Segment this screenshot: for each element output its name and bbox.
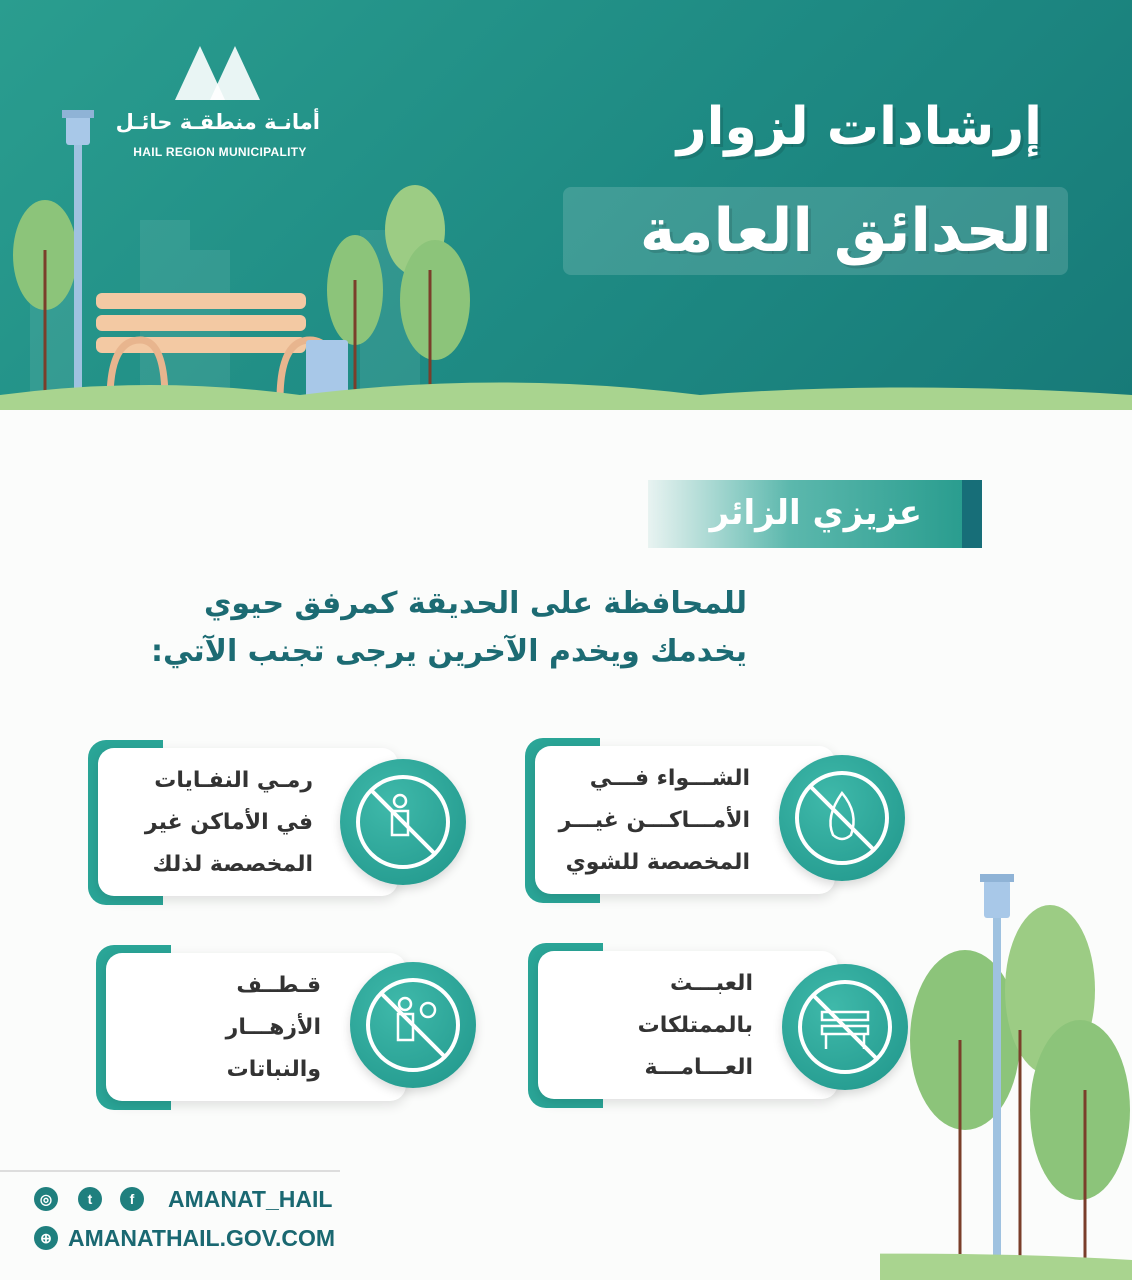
card-text-line: رمـي النفـايات	[154, 768, 313, 793]
municipality-logo	[115, 40, 320, 170]
card-text-line: في الأماكن غير	[144, 810, 313, 835]
intro-line: للمحافظة على الحديقة كمرفق حيوي	[203, 586, 747, 621]
card-text-line: قـطــف	[236, 973, 321, 998]
logo-name-english: HAIL REGION MUNICIPALITY	[133, 145, 307, 159]
card-text-line: بالممتلكات	[637, 1013, 753, 1038]
card-text	[145, 760, 313, 886]
card-text-line: الأزهـــار	[225, 1015, 321, 1040]
section-label	[648, 480, 982, 548]
section-label-text: عزيزي الزائر	[709, 493, 922, 533]
social-handle[interactable]: AMANAT_HAIL	[168, 1186, 333, 1212]
instagram-icon[interactable]: ◎	[34, 1187, 58, 1211]
logo-triangles-icon	[175, 40, 265, 102]
page-title-line1: إرشادات لزوار	[676, 97, 1042, 157]
no-picking-flowers-icon	[350, 962, 476, 1088]
website-link[interactable]: AMANATHAIL.GOV.COM	[68, 1225, 336, 1251]
card-text	[559, 758, 750, 884]
logo-name-arabic: أمانـة منطقـة حائـل	[115, 110, 320, 134]
card-text	[638, 963, 753, 1089]
card-text-line: الشـــواء فـــي	[589, 766, 750, 791]
card-text-line: المخصصة لذلك	[152, 852, 313, 877]
facebook-icon[interactable]: f	[120, 1187, 144, 1211]
globe-icon: ⊕	[34, 1226, 58, 1250]
card-text-line: والنباتات	[226, 1057, 321, 1082]
header-banner	[0, 0, 1132, 410]
card-text	[226, 965, 321, 1091]
trees-lamp-illustration	[880, 860, 1132, 1280]
intro-line: يخدمك ويخدم الآخرين يرجى تجنب الآتي:	[151, 634, 747, 669]
twitter-icon[interactable]: t	[78, 1187, 102, 1211]
card-text-line: المخصصة للشوي	[565, 850, 750, 875]
no-littering-icon	[340, 759, 466, 885]
card-text-line: الأمـــاكـــن غيـــر	[558, 808, 750, 833]
footer-divider	[0, 1170, 340, 1172]
card-text-line: العبـــث	[669, 971, 753, 996]
card-text-line: العـــامـــة	[644, 1055, 753, 1080]
intro-text	[151, 580, 747, 676]
page-title-line2: الحدائق العامة	[639, 196, 1052, 266]
